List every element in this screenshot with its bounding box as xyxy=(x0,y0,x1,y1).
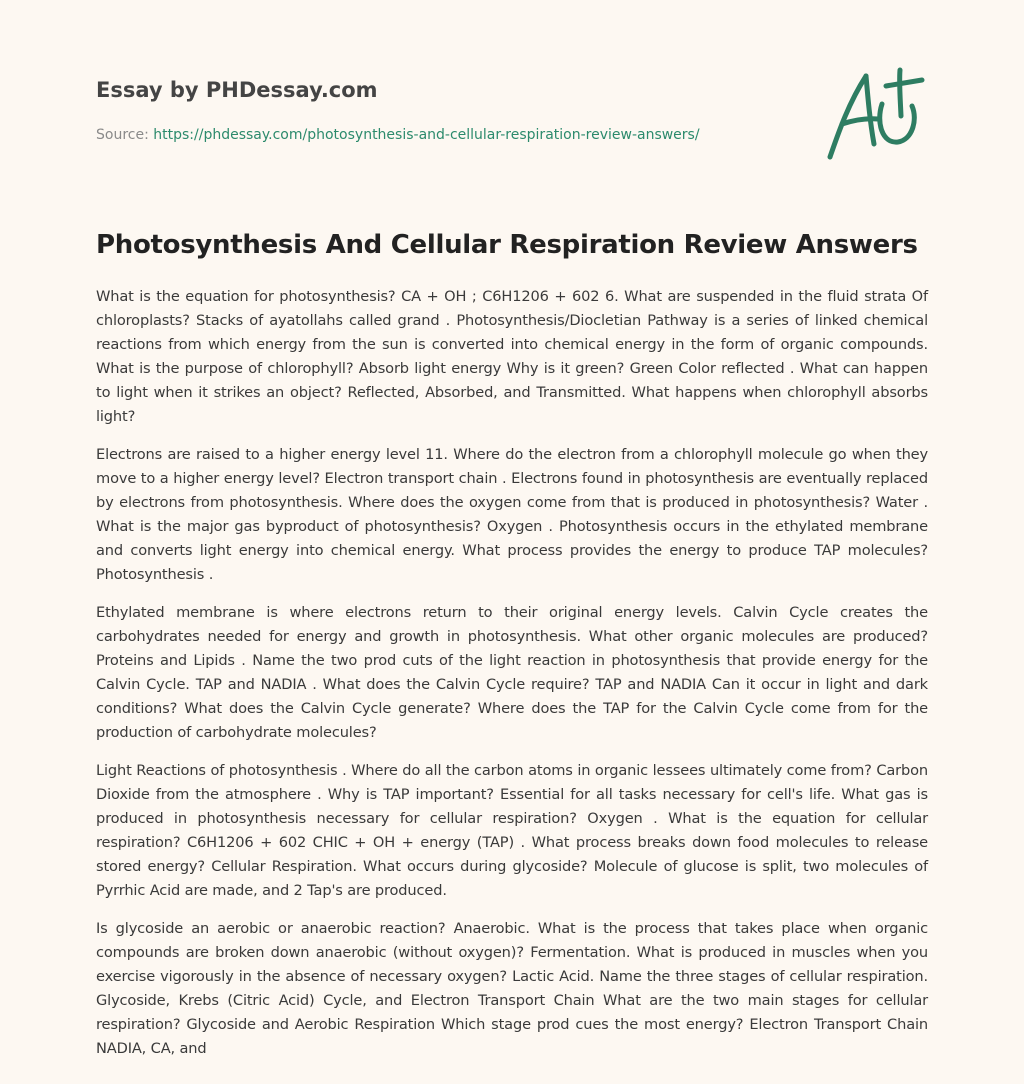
essay-header xyxy=(96,76,796,145)
article-body xyxy=(96,285,928,1075)
paragraph: Ethylated membrane is where electrons return to their original energy levels. Calvin Cycle creates the carbohydrates needed for energy and growth in photosynthesis. What other organic molecules are produced? Proteins and Lipids . Name the two prod cuts of the light reaction in photosynthesis that provide energy for the Calvin Cycle. TAP and NADIA . What does the Calvin Cycle require? TAP and NADIA Can it occur in light and dark conditions? What does the Calvin Cycle generate? Where does the TAP for the Calvin Cycle come from for the production of carbohydrate molecules? xyxy=(96,604,928,741)
source-line xyxy=(96,125,796,145)
article-title: Photosynthesis And Cellular Respiration Review Answers xyxy=(96,230,918,260)
brand-title: Essay by PHDessay.com xyxy=(96,78,378,102)
a-plus-logo xyxy=(820,64,930,164)
a-plus-logo-icon xyxy=(820,64,930,164)
paragraph: Electrons are raised to a higher energy level 11. Where do the electron from a chlorophyll molecule go when they move to a higher energy level? Electron transport chain . Electrons found in photosynthesis are eventually replaced by electrons from photosynthesis. Where does the oxygen come from that is produced in photosynthesis? Water . What is the major gas byproduct of photosynthesis? Oxygen . Photosynthesis occurs in the ethylated membrane and converts light energy into chemical energy. What process provides the energy to produce TAP molecules? Photosynthesis . xyxy=(96,446,928,583)
source-link[interactable]: https://phdessay.com/photosynthesis-and-cellular-respiration-review-answers/ xyxy=(153,127,700,143)
paragraph: Is glycoside an aerobic or anaerobic reaction? Anaerobic. What is the process that takes place when organic compounds are broken down anaerobic (without oxygen)? Fermentation. What is produced in muscles when you exercise vigorously in the absence of necessary oxygen? Lactic Acid. Name the three stages of cellular respiration. Glycoside, Krebs (Citric Acid) Cycle, and Electron Transport Chain What are the two main stages for cellular respiration? Glycoside and Aerobic Respiration Which stage prod cues the most energy? Electron Transport Chain NADIA, CA, and xyxy=(96,920,928,1057)
paragraph: Light Reactions of photosynthesis . Where do all the carbon atoms in organic lessees ultimately come from? Carbon Dioxide from the atmosphere . Why is TAP important? Essential for all tasks necessary for cell's life. What gas is produced in photosynthesis necessary for cellular respiration? Oxygen . What is the equation for cellular respiration? C6H1206 + 602 CHIC + OH + energy (TAP) . What process breaks down food molecules to release stored energy? Cellular Respiration. What occurs during glycoside? Molecule of glucose is split, two molecules of Pyrrhic Acid are made, and 2 Tap's are produced. xyxy=(96,762,928,899)
paragraph: What is the equation for photosynthesis? CA + OH ; C6H1206 + 602 6. What are suspended in the fluid strata Of chloroplasts? Stacks of ayatollahs called grand . Photosynthesis/Diocletian Pathway is a series of linked chemical reactions from which energy from the sun is converted into chemical energy in the form of organic compounds. What is the purpose of chlorophyll? Absorb light energy Why is it green? Green Color reflected . What can happen to light when it strikes an object? Reflected, Absorbed, and Transmitted. What happens when chlorophyll absorbs light? xyxy=(96,288,928,425)
source-label: Source: xyxy=(96,127,154,143)
